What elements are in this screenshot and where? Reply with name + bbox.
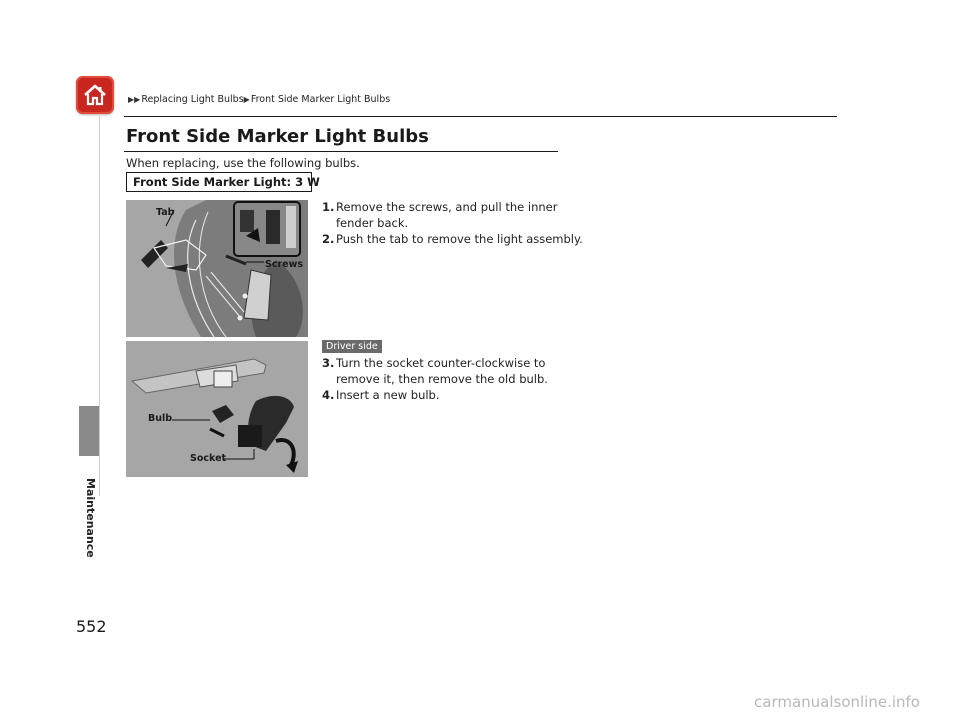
breadcrumb-item-front-side-marker[interactable]: Front Side Marker Light Bulbs bbox=[250, 94, 391, 105]
home-icon bbox=[82, 82, 108, 108]
step-1 bbox=[322, 199, 583, 231]
home-button[interactable] bbox=[76, 76, 114, 114]
label-bulb: Bulb bbox=[148, 413, 173, 424]
step-text-cont: remove it, then remove the old bulb. bbox=[336, 372, 548, 386]
figure-inner-fender bbox=[126, 200, 308, 337]
title-divider bbox=[124, 151, 558, 152]
label-screws: Screws bbox=[265, 259, 304, 270]
step-number: 1. bbox=[322, 200, 335, 214]
step-number: 2. bbox=[322, 232, 335, 246]
page-title: Front Side Marker Light Bulbs bbox=[126, 126, 429, 147]
breadcrumb bbox=[128, 94, 390, 105]
label-socket: Socket bbox=[190, 453, 227, 464]
section-tab-marker bbox=[79, 406, 99, 456]
step-number: 3. bbox=[322, 356, 335, 370]
figure-socket-bulb bbox=[126, 341, 308, 477]
breadcrumb-arrow-icon: ▶▶ bbox=[128, 95, 141, 104]
intro-text: When replacing, use the following bulbs. bbox=[126, 156, 360, 170]
header-divider bbox=[124, 116, 837, 117]
step-text: Push the tab to remove the light assembly. bbox=[336, 232, 583, 246]
section-tab-label[interactable]: Maintenance bbox=[84, 478, 97, 558]
step-4 bbox=[322, 387, 548, 403]
step-text: Turn the socket counter-clockwise to bbox=[336, 356, 546, 370]
step-text: Remove the screws, and pull the inner bbox=[336, 200, 558, 214]
steps-group-2 bbox=[322, 355, 548, 403]
watermark: carmanualsonline.info bbox=[754, 693, 920, 711]
bulb-spec-box: Front Side Marker Light: 3 W bbox=[126, 172, 312, 192]
breadcrumb-item-replacing-light-bulbs[interactable]: Replacing Light Bulbs bbox=[141, 94, 244, 105]
page-number: 552 bbox=[76, 617, 107, 636]
step-text-cont: fender back. bbox=[336, 216, 409, 230]
label-tab: Tab bbox=[156, 207, 175, 218]
driver-side-badge: Driver side bbox=[322, 340, 382, 353]
step-2 bbox=[322, 231, 583, 247]
step-3 bbox=[322, 355, 548, 387]
breadcrumb-arrow-icon: ▶ bbox=[243, 95, 250, 104]
steps-group-1 bbox=[322, 199, 583, 247]
side-divider bbox=[99, 116, 100, 496]
step-text: Insert a new bulb. bbox=[336, 388, 440, 402]
step-number: 4. bbox=[322, 388, 335, 402]
